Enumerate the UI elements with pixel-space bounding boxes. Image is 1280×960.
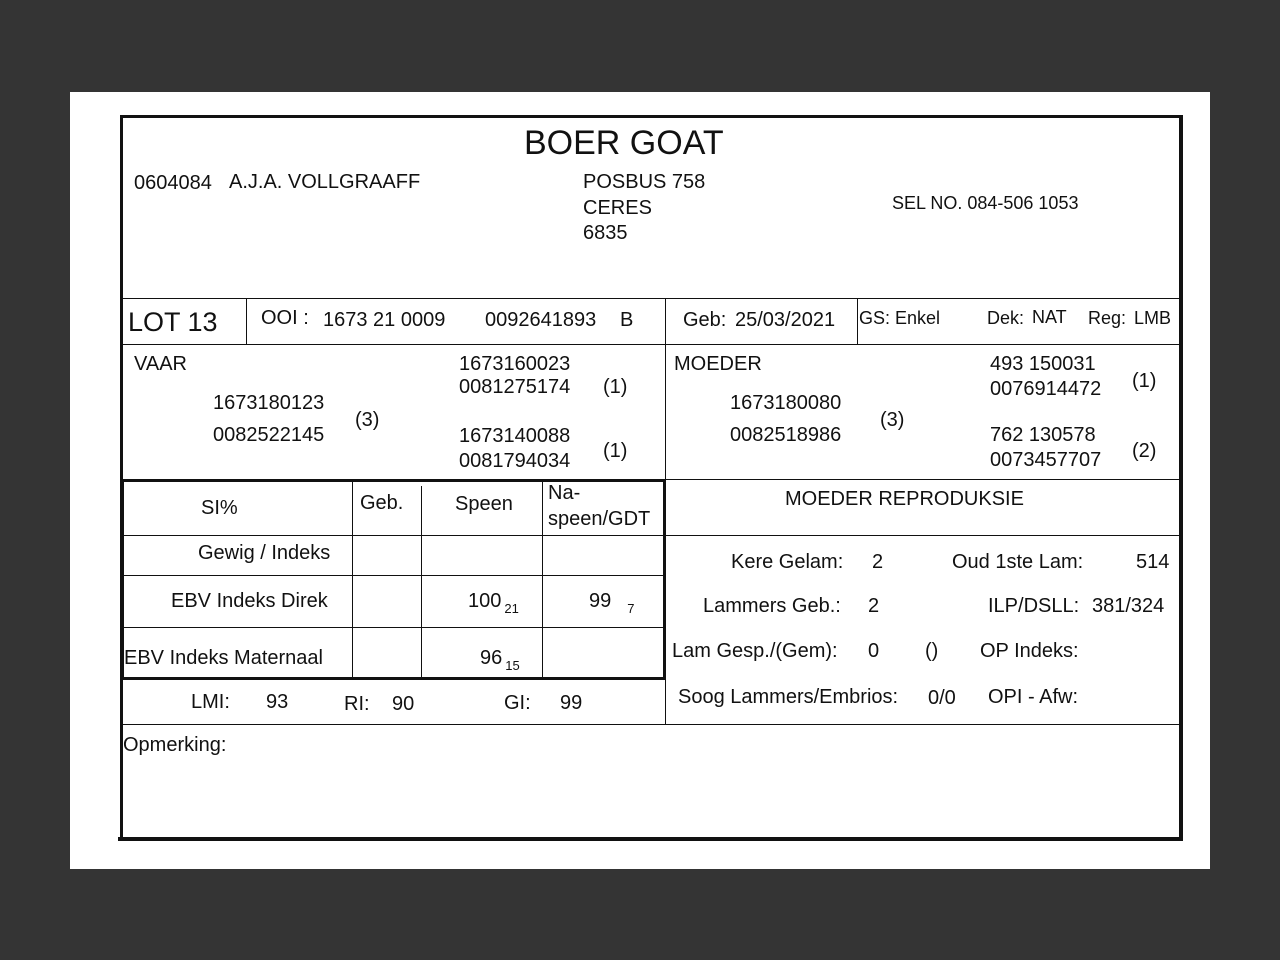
gi-label: GI: xyxy=(504,692,531,714)
direk-speen-count: 21 xyxy=(504,601,519,616)
breeder-number: 0604084 xyxy=(134,172,212,194)
rule-index-col-naspeen xyxy=(542,480,543,678)
vaar-sire-reg: 0081275174 xyxy=(459,376,571,398)
rule-index-header xyxy=(120,535,665,536)
moeder-sire-id: 493 150031 xyxy=(990,353,1096,375)
moeder-count: (3) xyxy=(880,409,905,431)
breeder-name: A.J.A. VOLLGRAAFF xyxy=(229,171,421,193)
gesp-value: 0 xyxy=(868,640,880,662)
direk-naspeen-value xyxy=(589,590,635,616)
rule-index-row1 xyxy=(120,575,665,576)
reg-value: LMB xyxy=(1134,308,1172,328)
vaar-dam-reg: 0081794034 xyxy=(459,450,571,472)
moeder-sire-reg: 0076914472 xyxy=(990,378,1102,400)
ooi-label: OOI : xyxy=(261,307,309,329)
dek-value: NAT xyxy=(1032,307,1067,327)
vaar-label: VAAR xyxy=(134,353,187,375)
moeder-dam-count: (2) xyxy=(1132,440,1157,462)
moeder-sire-count: (1) xyxy=(1132,370,1157,392)
speen-header: Speen xyxy=(455,493,513,515)
moeder-reg: 0082518986 xyxy=(730,424,842,446)
rule-header-bottom xyxy=(120,298,1182,299)
gesp-label: Lam Gesp./(Gem): xyxy=(672,640,838,662)
soog-value: 0/0 xyxy=(928,687,956,709)
row-maternaal-label: EBV Indeks Maternaal xyxy=(124,647,323,669)
ri-value: 90 xyxy=(392,693,415,715)
vaar-sire-count: (1) xyxy=(603,376,628,398)
direk-naspeen-count: 7 xyxy=(627,601,635,616)
kere-value: 2 xyxy=(872,551,884,573)
maternaal-speen-value xyxy=(480,647,520,673)
geb-date: 25/03/2021 xyxy=(735,309,836,331)
vaar-sire-id: 1673160023 xyxy=(459,353,571,375)
border-left xyxy=(120,115,123,839)
border-right xyxy=(1179,115,1183,839)
opi-afw-label: OPI - Afw: xyxy=(988,686,1079,708)
ri-label: RI: xyxy=(344,693,370,715)
lammers-value: 2 xyxy=(868,595,880,617)
naspeen-header-line-2: speen/GDT xyxy=(548,508,651,530)
rule-pedigree-bottom-left xyxy=(120,479,666,482)
lot-label: LOT 13 xyxy=(128,307,218,337)
op-indeks-label: OP Indeks: xyxy=(980,640,1079,662)
naspeen-header-line-1: Na- xyxy=(548,482,581,504)
ooi-reg: 0092641893 xyxy=(485,309,597,331)
rule-summary-bottom xyxy=(120,724,1182,725)
lmi-value: 93 xyxy=(266,691,289,713)
lmi-label: LMI: xyxy=(191,691,230,713)
moeder-dam-reg: 0073457707 xyxy=(990,449,1102,471)
direk-speen-index: 100 xyxy=(468,590,502,612)
reg-label: Reg: xyxy=(1088,308,1127,328)
address-line-2: CERES xyxy=(583,197,652,219)
address-line-1: POSBUS 758 xyxy=(583,171,706,193)
vaar-id: 1673180123 xyxy=(213,392,325,414)
rule-geb-divider xyxy=(857,298,858,344)
ilp-value: 381/324 xyxy=(1092,595,1165,617)
phone-number: SEL NO. 084-506 1053 xyxy=(892,193,1079,213)
address-line-3: 6835 xyxy=(583,222,628,244)
vaar-count: (3) xyxy=(355,409,380,431)
vaar-reg: 0082522145 xyxy=(213,424,325,446)
oud-label: Oud 1ste Lam: xyxy=(952,551,1084,573)
moeder-label: MOEDER xyxy=(674,353,762,375)
rule-lot-divider xyxy=(246,298,247,344)
geb-label: Geb: xyxy=(683,309,727,331)
rule-repro-header xyxy=(666,535,1182,536)
rule-index-right xyxy=(663,480,666,679)
gesp-gem-value: () xyxy=(925,640,939,662)
rule-lot-bottom xyxy=(120,344,1182,345)
gi-value: 99 xyxy=(560,692,583,714)
rule-index-col-geb xyxy=(352,480,353,678)
ooi-id: 1673 21 0009 xyxy=(323,309,446,331)
lammers-label: Lammers Geb.: xyxy=(703,595,841,617)
card-title: BOER GOAT xyxy=(524,124,724,162)
rule-index-col-speen xyxy=(421,486,422,678)
repro-title: MOEDER REPRODUKSIE xyxy=(785,488,1024,510)
maternaal-speen-index: 96 xyxy=(480,647,503,669)
row-gewig-label: Gewig / Indeks xyxy=(198,542,331,564)
direk-speen-value xyxy=(468,590,519,616)
border-bottom xyxy=(118,837,1183,841)
moeder-id: 1673180080 xyxy=(730,392,842,414)
ooi-grade: B xyxy=(620,309,634,331)
gs-type: GS: Enkel xyxy=(859,308,941,328)
ilp-label: ILP/DSLL: xyxy=(988,595,1080,617)
maternaal-speen-count: 15 xyxy=(505,658,520,673)
remarks-label: Opmerking: xyxy=(123,734,227,756)
direk-naspeen-index: 99 xyxy=(589,590,612,612)
rule-index-row2 xyxy=(120,627,665,628)
border-top xyxy=(120,115,1183,118)
row-direk-label: EBV Indeks Direk xyxy=(171,590,328,612)
kere-label: Kere Gelam: xyxy=(731,551,844,573)
oud-value: 514 xyxy=(1136,551,1170,573)
dek-label: Dek: xyxy=(987,308,1025,328)
geb-header: Geb. xyxy=(360,492,404,514)
vaar-dam-count: (1) xyxy=(603,440,628,462)
rule-pedigree-bottom-right xyxy=(666,479,1182,480)
vaar-dam-id: 1673140088 xyxy=(459,425,571,447)
soog-label: Soog Lammers/Embrios: xyxy=(678,686,899,708)
moeder-dam-id: 762 130578 xyxy=(990,424,1096,446)
si-header: SI% xyxy=(201,497,238,519)
rule-index-bottom xyxy=(120,677,666,680)
